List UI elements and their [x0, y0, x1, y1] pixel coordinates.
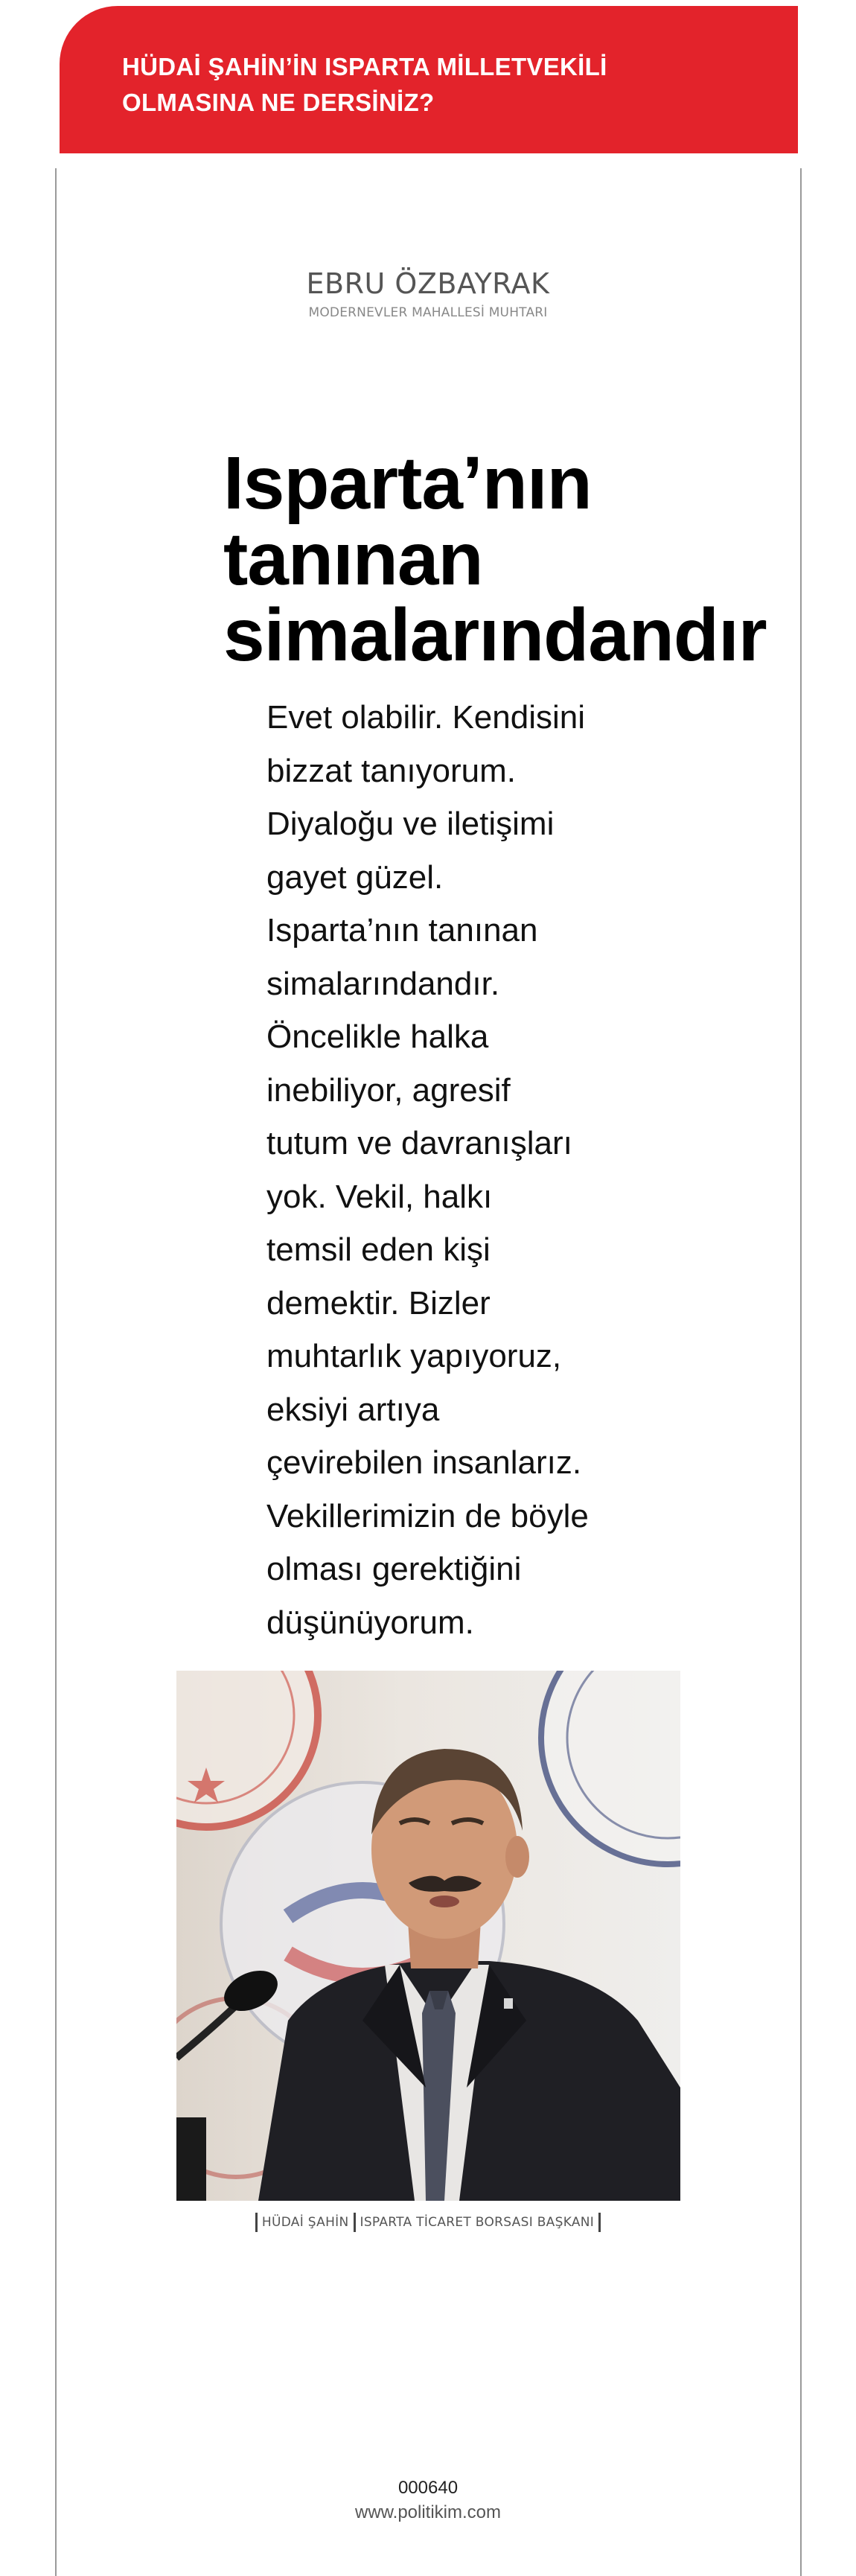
portrait-photo [176, 1671, 680, 2201]
author-title: MODERNEVLER MAHALLESİ MUHTARI [308, 305, 548, 320]
caption-name: HÜDAİ ŞAHİN [261, 2215, 349, 2230]
author-block [0, 267, 856, 320]
header-banner [60, 6, 798, 153]
photo-caption [0, 2213, 856, 2232]
author-name: EBRU ÖZBAYRAK [306, 267, 550, 300]
caption-divider [598, 2213, 601, 2232]
article-body: Evet olabilir. Kendisini bizzat tanıyorum. Diyaloğu ve iletişimi gayet güzel. Isparta’nın tanınan simalarındandır. Öncelikle halka inebiliyor, agresif tutum ve davranışları yok. Vekil, halkı temsil eden kişi demektir. Bizler muhtarlık yapıyoruz, eksiyi artıya çevirebilen insanlarız. Vekillerimizin de böyle olması gerektiğini düşünüyorum. [266, 699, 589, 1641]
caption-role: ISPARTA TİCARET BORSASI BAŞKANI [360, 2215, 595, 2230]
portrait-illustration [176, 1671, 680, 2201]
header-title: HÜDAİ ŞAHİN’İN ISPARTA MİLLETVEKİLİ OLMASINA NE DERSİNİZ? [122, 53, 607, 116]
caption-divider [354, 2213, 356, 2232]
page-footer [0, 2476, 856, 2525]
caption-divider [255, 2213, 258, 2232]
page-code: 000640 [397, 2478, 459, 2498]
website-link[interactable]: www.politikim.com [354, 2502, 502, 2522]
article-headline: Isparta’nın tanınan simalarındandır [223, 441, 767, 677]
